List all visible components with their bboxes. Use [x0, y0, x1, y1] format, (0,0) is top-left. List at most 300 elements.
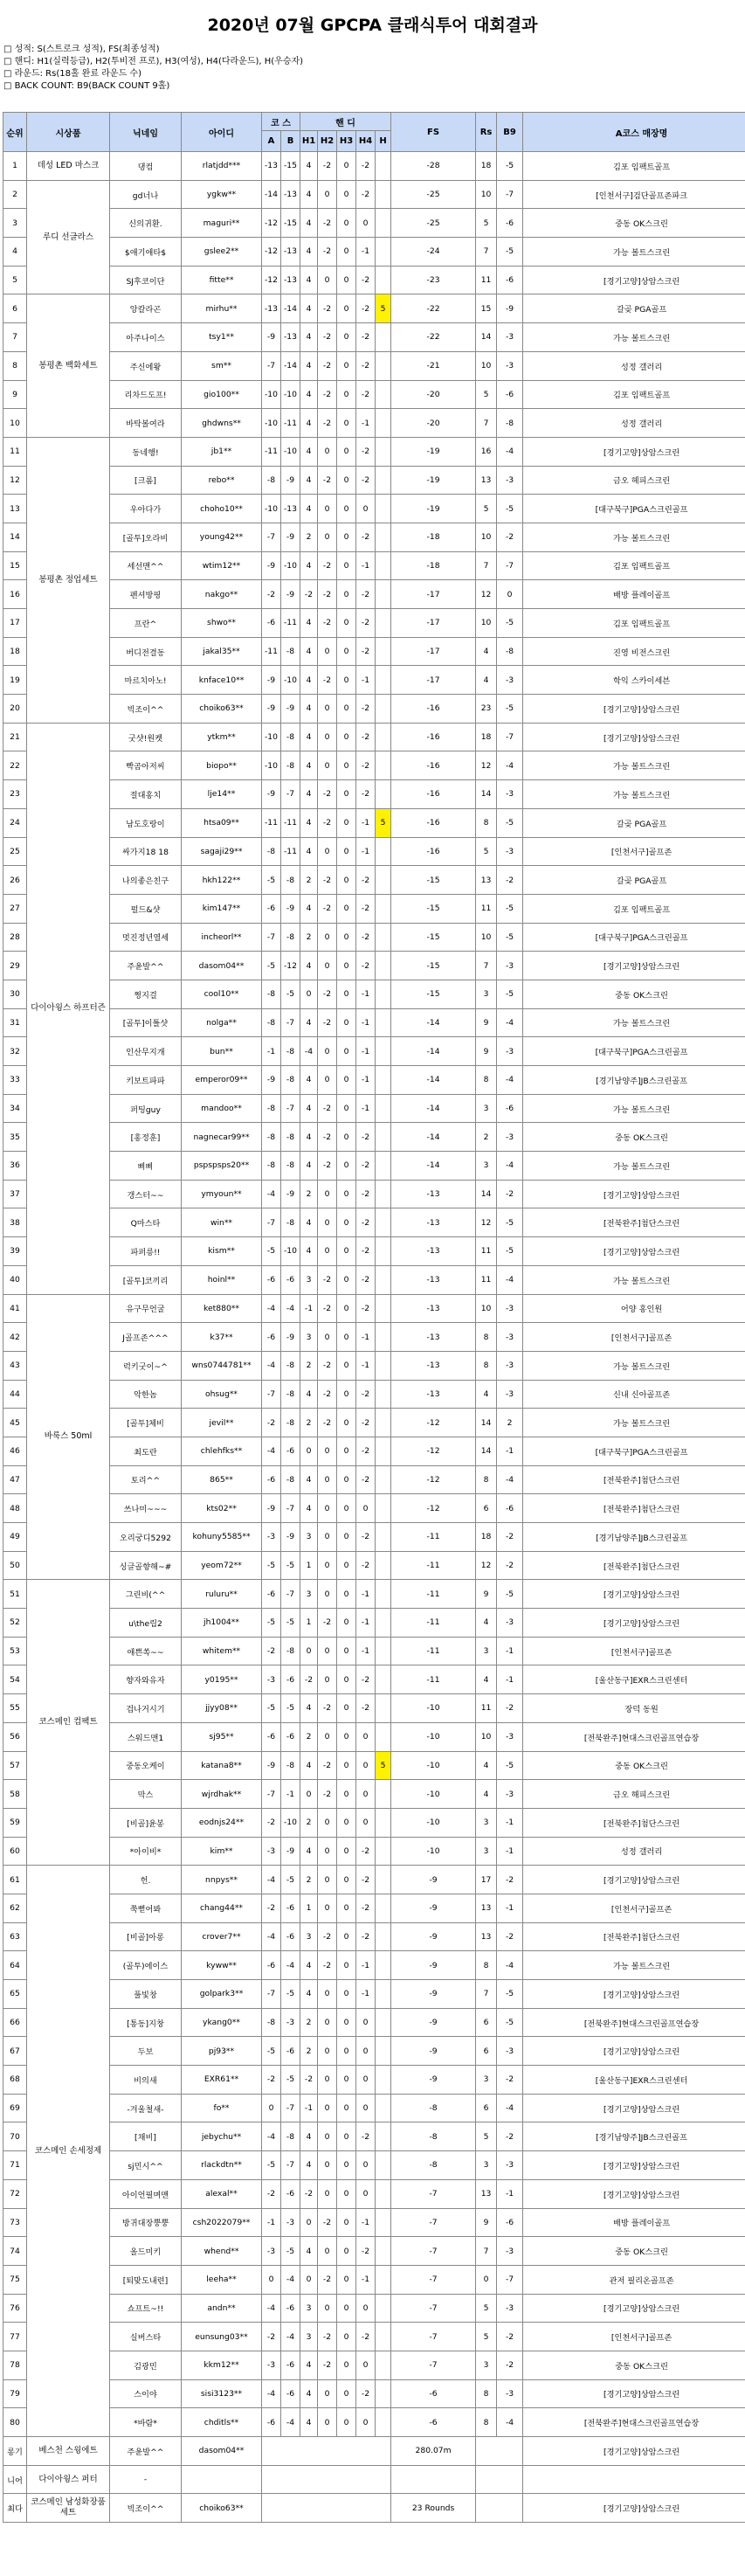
cell-fs: -21 — [391, 351, 476, 380]
cell-h3: 0 — [337, 2066, 356, 2095]
cell-h — [376, 1866, 391, 1894]
cell-h3: 0 — [337, 2379, 356, 2408]
cell-h3: 0 — [337, 1323, 356, 1352]
cell-a: -10 — [262, 723, 281, 751]
cell-h1: 1 — [300, 1551, 318, 1580]
cell-a: -7 — [262, 1208, 281, 1237]
table-row — [3, 2265, 745, 2294]
cell-rank: 14 — [3, 523, 27, 551]
cell-b9: -5 — [497, 1580, 523, 1609]
table-row — [3, 1066, 745, 1095]
cell-rank: 21 — [3, 723, 27, 751]
cell-h — [376, 1409, 391, 1437]
cell-nick: 인산무지개 — [110, 1037, 182, 1066]
cell-rs: 5 — [476, 380, 497, 409]
cell-b: -9 — [281, 580, 300, 609]
cell-h — [376, 1780, 391, 1809]
cell-h1: 1 — [300, 1894, 318, 1922]
cell-b9: -4 — [497, 1066, 523, 1095]
cell-h4: -2 — [356, 1409, 376, 1437]
cell-b9: -3 — [497, 2037, 523, 2066]
cell-rs: 7 — [476, 1980, 497, 2009]
cell-h2: -2 — [318, 1780, 337, 1809]
cell-fs: -11 — [391, 1665, 476, 1694]
cell-b9: -1 — [497, 1837, 523, 1866]
cell-b9: -3 — [497, 1294, 523, 1323]
cell-a: -4 — [262, 2294, 281, 2323]
cell-b9: -6 — [497, 1094, 523, 1123]
cell-nick: 럭키굿이~^ — [110, 1351, 182, 1380]
cell-rank: 70 — [3, 2122, 27, 2151]
cell-rank: 25 — [3, 837, 27, 866]
table-row — [3, 1237, 745, 1266]
cell-h4: 0 — [356, 209, 376, 238]
header-h2: H2 — [318, 131, 337, 152]
cell-h1: 4 — [300, 1008, 318, 1037]
cell-nick: [크롬] — [110, 466, 182, 495]
cell-h3: 0 — [337, 2151, 356, 2180]
table-row — [3, 666, 745, 695]
cell-rs: 14 — [476, 780, 497, 809]
cell-shop: [인천서구]골프존 — [523, 1894, 745, 1922]
cell-fs: -15 — [391, 952, 476, 980]
cell-b9: -5 — [497, 894, 523, 923]
cell-b9: -3 — [497, 780, 523, 809]
cell-fs: -9 — [391, 1922, 476, 1951]
cell-h3: 0 — [337, 1094, 356, 1123]
cell-shop: [대구북구]PGA스크린골프 — [523, 495, 745, 523]
cell-b9: -1 — [497, 1437, 523, 1465]
award-label: 롱기 — [3, 2437, 27, 2466]
cell-h3: 0 — [337, 1837, 356, 1866]
cell-b9: -3 — [497, 2237, 523, 2266]
cell-id: kim** — [182, 1837, 262, 1866]
cell-a: -13 — [262, 294, 281, 323]
cell-b9: 0 — [497, 580, 523, 609]
cell-rs: 18 — [476, 1523, 497, 1552]
cell-rs: 5 — [476, 2122, 497, 2151]
cell-a: -14 — [262, 180, 281, 209]
cell-rs: 4 — [476, 1380, 497, 1409]
cell-b9: -2 — [497, 866, 523, 895]
cell-h — [376, 351, 391, 380]
cell-h2: -2 — [318, 2208, 337, 2237]
cell-h1: 0 — [300, 980, 318, 1008]
cell-fs: -15 — [391, 980, 476, 1008]
cell-h1: 4 — [300, 409, 318, 438]
cell-fs: -7 — [391, 2294, 476, 2323]
cell-fs: -16 — [391, 751, 476, 780]
cell-h4: 0 — [356, 2151, 376, 2180]
cell-b: -6 — [281, 1722, 300, 1751]
cell-h1: 0 — [300, 2208, 318, 2237]
cell-fs: -19 — [391, 466, 476, 495]
cell-h — [376, 1037, 391, 1066]
cell-fs: -13 — [391, 1380, 476, 1409]
header-rank: 순위 — [3, 113, 27, 152]
cell-h1: 0 — [300, 1437, 318, 1465]
award-shop — [523, 2465, 745, 2494]
cell-a: -6 — [262, 1323, 281, 1352]
cell-a: -4 — [262, 1351, 281, 1380]
cell-h — [376, 980, 391, 1008]
cell-b: -5 — [281, 980, 300, 1008]
cell-shop: 진영 비전스크린 — [523, 637, 745, 666]
cell-shop: 갈곶 PGA골프 — [523, 294, 745, 323]
cell-rank: 43 — [3, 1351, 27, 1380]
table-row — [3, 1323, 745, 1352]
cell-h2: -2 — [318, 780, 337, 809]
cell-rank: 61 — [3, 1866, 27, 1894]
cell-rs: 3 — [476, 1094, 497, 1123]
cell-rank: 9 — [3, 380, 27, 409]
cell-b: -11 — [281, 609, 300, 638]
cell-id: eodnjs24** — [182, 1808, 262, 1837]
cell-h2: -2 — [318, 1123, 337, 1152]
cell-h1: 2 — [300, 866, 318, 895]
cell-shop: [경기남양주]JB스크린골프 — [523, 2122, 745, 2151]
cell-h4: -1 — [356, 1094, 376, 1123]
cell-h3: 0 — [337, 2008, 356, 2037]
cell-h3: 0 — [337, 1380, 356, 1409]
header-handi: 핸 디 — [300, 113, 391, 131]
cell-fs: -23 — [391, 266, 476, 294]
cell-h2: 0 — [318, 1180, 337, 1208]
cell-nick: *바람* — [110, 2408, 182, 2437]
cell-rank: 76 — [3, 2294, 27, 2323]
cell-a: -3 — [262, 1523, 281, 1552]
cell-h4: -2 — [356, 1208, 376, 1237]
header-h1: H1 — [300, 131, 318, 152]
cell-h2: 0 — [318, 1894, 337, 1922]
cell-id: cool10** — [182, 980, 262, 1008]
cell-h1: 4 — [300, 495, 318, 523]
cell-rank: 27 — [3, 894, 27, 923]
cell-nick: 나의좋은친구 — [110, 866, 182, 895]
award-blank — [262, 2437, 391, 2466]
cell-h2: -2 — [318, 894, 337, 923]
cell-b9: -5 — [497, 238, 523, 267]
cell-a: -2 — [262, 2066, 281, 2095]
cell-shop: [인천서구]골프존 — [523, 2323, 745, 2351]
cell-b: -5 — [281, 2066, 300, 2095]
cell-shop: 금오 해피스크린 — [523, 1780, 745, 1809]
cell-b9: -5 — [497, 923, 523, 952]
cell-fs: -14 — [391, 1037, 476, 1066]
cell-b9: -3 — [497, 323, 523, 352]
cell-h — [376, 1580, 391, 1609]
cell-h2: -2 — [318, 2351, 337, 2379]
cell-shop: [대구북구]PGA스크린골프 — [523, 1437, 745, 1465]
cell-b: -10 — [281, 1808, 300, 1837]
header-course: 코 스 — [262, 113, 300, 131]
table-row — [3, 1808, 745, 1837]
cell-h4: -2 — [356, 466, 376, 495]
cell-shop: [전북완주]현대스크린골프연습장 — [523, 1722, 745, 1751]
cell-h4: -2 — [356, 923, 376, 952]
cell-h1: 2 — [300, 1351, 318, 1380]
cell-a: -8 — [262, 1008, 281, 1037]
cell-id: alexal** — [182, 2179, 262, 2208]
cell-h2: 0 — [318, 2408, 337, 2437]
cell-shop: 김포 임팩트골프 — [523, 152, 745, 181]
cell-h3: 0 — [337, 2208, 356, 2237]
cell-shop: 가능 볼트스크린 — [523, 523, 745, 551]
cell-h1: 4 — [300, 894, 318, 923]
cell-nick: [통동]지창 — [110, 2008, 182, 2037]
cell-h — [376, 609, 391, 638]
table-row — [3, 1123, 745, 1152]
cell-h1: -1 — [300, 1294, 318, 1323]
cell-h1: 4 — [300, 2151, 318, 2180]
cell-rank: 32 — [3, 1037, 27, 1066]
cell-shop: 가능 볼트스크린 — [523, 1008, 745, 1037]
cell-h3: 0 — [337, 666, 356, 695]
table-row — [3, 1637, 745, 1665]
cell-fs: -10 — [391, 1780, 476, 1809]
cell-h3: 0 — [337, 980, 356, 1008]
cell-h — [376, 1265, 391, 1294]
cell-b: -10 — [281, 551, 300, 580]
cell-rank: 20 — [3, 695, 27, 724]
cell-rs: 14 — [476, 1437, 497, 1465]
cell-shop: [경기고양]상암스크린 — [523, 2179, 745, 2208]
cell-a: -12 — [262, 238, 281, 267]
cell-b9: -2 — [497, 2351, 523, 2379]
cell-nick: 삐삐 — [110, 1152, 182, 1181]
cell-a: -6 — [262, 894, 281, 923]
cell-h2: 0 — [318, 952, 337, 980]
cell-rs: 8 — [476, 808, 497, 837]
cell-h2: 0 — [318, 437, 337, 466]
cell-id: whitem** — [182, 1637, 262, 1665]
cell-a: -10 — [262, 409, 281, 438]
cell-a: -8 — [262, 980, 281, 1008]
cell-h — [376, 952, 391, 980]
table-row — [3, 1694, 745, 1723]
cell-id: choho10** — [182, 495, 262, 523]
cell-h — [376, 2037, 391, 2066]
cell-shop: [울산동구]EXR스크린센터 — [523, 2066, 745, 2095]
cell-rank: 47 — [3, 1465, 27, 1494]
cell-b: -8 — [281, 1380, 300, 1409]
cell-h3: 0 — [337, 952, 356, 980]
cell-rs: 5 — [476, 209, 497, 238]
table-row — [3, 1609, 745, 1638]
cell-rs: 13 — [476, 2179, 497, 2208]
cell-b9: -5 — [497, 808, 523, 837]
cell-h2: -2 — [318, 1265, 337, 1294]
cell-h2: 0 — [318, 1808, 337, 1837]
table-row — [3, 466, 745, 495]
cell-fs: -13 — [391, 1208, 476, 1237]
cell-nick: 멋진정년열세 — [110, 923, 182, 952]
table-row — [3, 1465, 745, 1494]
table-row — [3, 1008, 745, 1037]
cell-h — [376, 1922, 391, 1951]
cell-h2: 0 — [318, 523, 337, 551]
award-blank2 — [476, 2437, 523, 2466]
cell-b: -6 — [281, 2037, 300, 2066]
cell-fs: -16 — [391, 837, 476, 866]
cell-h2: -2 — [318, 409, 337, 438]
cell-h3: 0 — [337, 637, 356, 666]
cell-id: wns0744781** — [182, 1351, 262, 1380]
cell-rank: 53 — [3, 1637, 27, 1665]
cell-h1: 4 — [300, 1951, 318, 1980]
cell-rs: 17 — [476, 1866, 497, 1894]
cell-rs: 2 — [476, 1123, 497, 1152]
cell-fs: -18 — [391, 523, 476, 551]
cell-a: -11 — [262, 437, 281, 466]
cell-h3: 0 — [337, 2294, 356, 2323]
cell-h1: 3 — [300, 1580, 318, 1609]
cell-h1: 0 — [300, 1780, 318, 1809]
cell-rs: 10 — [476, 523, 497, 551]
cell-a: -5 — [262, 1237, 281, 1266]
cell-h2: -2 — [318, 323, 337, 352]
cell-a: -9 — [262, 1494, 281, 1523]
cell-nick: 스이야 — [110, 2379, 182, 2408]
cell-rs: 3 — [476, 2351, 497, 2379]
cell-nick: [골투]체비 — [110, 1409, 182, 1437]
cell-fs: -9 — [391, 2066, 476, 2095]
cell-h2: 0 — [318, 1580, 337, 1609]
cell-a: -5 — [262, 952, 281, 980]
cell-fs: -16 — [391, 808, 476, 837]
cell-a: -2 — [262, 1409, 281, 1437]
cell-id: gio100** — [182, 380, 262, 409]
cell-h2: -2 — [318, 1294, 337, 1323]
cell-fs: -8 — [391, 2094, 476, 2122]
cell-h2: -2 — [318, 2323, 337, 2351]
cell-h4: -2 — [356, 1694, 376, 1723]
cell-rs: 8 — [476, 1066, 497, 1095]
cell-a: -3 — [262, 1665, 281, 1694]
cell-h4: -2 — [356, 1665, 376, 1694]
cell-a: -3 — [262, 2351, 281, 2379]
cell-h1: 4 — [300, 1694, 318, 1723]
header-nick: 닉네임 — [110, 113, 182, 152]
cell-id: knface10** — [182, 666, 262, 695]
cell-h4: -1 — [356, 837, 376, 866]
cell-h1: 4 — [300, 1208, 318, 1237]
cell-h4: -1 — [356, 1351, 376, 1380]
cell-shop: 성정 갤러리 — [523, 409, 745, 438]
cell-h3: 0 — [337, 523, 356, 551]
cell-b: -14 — [281, 351, 300, 380]
cell-a: -7 — [262, 1980, 281, 2009]
cell-h — [376, 1380, 391, 1409]
cell-fs: -11 — [391, 1551, 476, 1580]
cell-rs: 3 — [476, 1837, 497, 1866]
cell-b: -5 — [281, 1609, 300, 1638]
cell-b: -6 — [281, 2351, 300, 2379]
cell-rs: 4 — [476, 1751, 497, 1780]
cell-nick: 펜셔방핑 — [110, 580, 182, 609]
cell-fs: -12 — [391, 1409, 476, 1437]
cell-nick: 막스 — [110, 1780, 182, 1809]
cell-h2: -2 — [318, 238, 337, 267]
cell-sponsor: 봉평촌 백화세트 — [27, 294, 110, 437]
cell-b9: -3 — [497, 1037, 523, 1066]
cell-h1: 2 — [300, 1808, 318, 1837]
cell-h — [376, 1837, 391, 1866]
cell-h4: 0 — [356, 2294, 376, 2323]
cell-h3: 0 — [337, 1237, 356, 1266]
cell-h3: 0 — [337, 780, 356, 809]
cell-h2: 0 — [318, 1980, 337, 2009]
cell-b: -5 — [281, 1866, 300, 1894]
cell-h3: 0 — [337, 238, 356, 267]
cell-h1: 4 — [300, 209, 318, 238]
table-row — [3, 1922, 745, 1951]
cell-b: -9 — [281, 894, 300, 923]
cell-h4: -1 — [356, 1637, 376, 1665]
legend-line: □ 핸디: H1(실력등급), H2(투비전 프로), H3(여성), H4(다라운드), H(우승자) — [3, 57, 304, 66]
cell-id: chditls** — [182, 2408, 262, 2437]
cell-fs: -22 — [391, 323, 476, 352]
cell-a: -3 — [262, 2237, 281, 2266]
cell-a: -9 — [262, 551, 281, 580]
cell-h4: -1 — [356, 1323, 376, 1352]
header-h3: H3 — [337, 131, 356, 152]
cell-nick: -겨울철새- — [110, 2094, 182, 2122]
cell-id: ruluru** — [182, 1580, 262, 1609]
cell-nick: 스워드맨1 — [110, 1722, 182, 1751]
cell-rank: 29 — [3, 952, 27, 980]
table-row — [3, 409, 745, 438]
cell-b: -1 — [281, 1780, 300, 1809]
cell-nick: [퇴맞도내련] — [110, 2265, 182, 2294]
cell-sponsor: 봉평촌 정업세트 — [27, 437, 110, 723]
cell-h4: 0 — [356, 2094, 376, 2122]
cell-rank: 77 — [3, 2323, 27, 2351]
cell-h — [376, 780, 391, 809]
cell-h — [376, 466, 391, 495]
cell-h4: -2 — [356, 1837, 376, 1866]
cell-h3: 0 — [337, 609, 356, 638]
table-row — [3, 894, 745, 923]
cell-id: sm** — [182, 351, 262, 380]
cell-fs: -10 — [391, 1751, 476, 1780]
cell-fs: -20 — [391, 409, 476, 438]
cell-nick: 싸가지18 18 — [110, 837, 182, 866]
cell-rank: 73 — [3, 2208, 27, 2237]
cell-rs: 12 — [476, 1551, 497, 1580]
cell-h2: 0 — [318, 2237, 337, 2266]
cell-h4: -2 — [356, 1380, 376, 1409]
special-awards — [3, 2437, 745, 2523]
cell-id: ohsug** — [182, 1380, 262, 1409]
cell-h3: 0 — [337, 437, 356, 466]
header-shop: A코스 매장명 — [523, 113, 745, 152]
cell-h — [376, 1208, 391, 1237]
cell-rs: 0 — [476, 2265, 497, 2294]
cell-b: -8 — [281, 1409, 300, 1437]
cell-sponsor: 코스메인 컴팩트 — [27, 1580, 110, 1866]
cell-nick: 프란^ — [110, 609, 182, 638]
cell-nick: 겁나거시기 — [110, 1694, 182, 1723]
cell-a: -7 — [262, 523, 281, 551]
cell-h — [376, 437, 391, 466]
cell-fs: -14 — [391, 1123, 476, 1152]
cell-id: pspspsps20** — [182, 1152, 262, 1181]
cell-b9: -6 — [497, 1494, 523, 1523]
award-nick: 빅조이^^ — [110, 2494, 182, 2523]
cell-a: -9 — [262, 1066, 281, 1095]
cell-h3: 0 — [337, 1722, 356, 1751]
